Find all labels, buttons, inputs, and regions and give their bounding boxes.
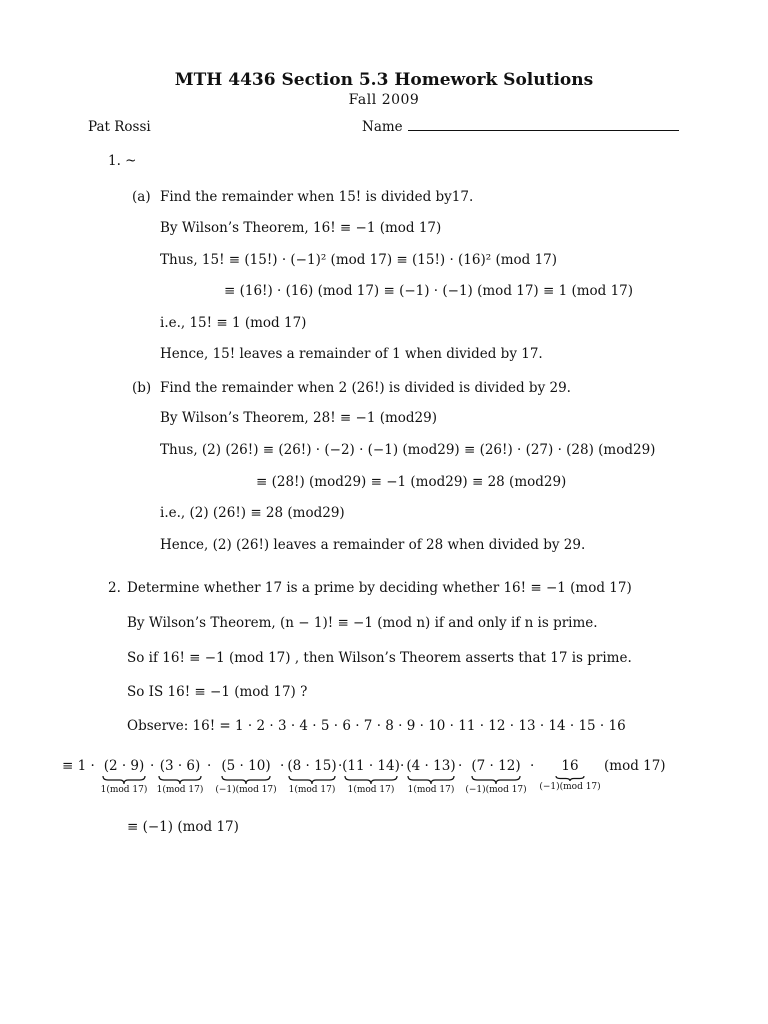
underbrace-icon	[471, 775, 521, 785]
underbrace-icon	[102, 775, 146, 785]
group-note: (−1)(mod 17)	[215, 785, 277, 795]
product-dot: ·	[530, 758, 535, 774]
page-title: MTH 4436 Section 5.3 Homework Solutions	[174, 70, 594, 90]
group-term: (11 · 14)	[342, 758, 400, 774]
group-term: 16	[561, 758, 579, 774]
group-term: (7 · 12)	[471, 758, 521, 774]
problem-1-number: 1. ~	[108, 153, 137, 169]
page-subtitle: Fall 2009	[348, 92, 420, 108]
group-note: (−1)(mod 17)	[465, 785, 527, 795]
product-group	[342, 757, 400, 796]
product-group	[536, 757, 604, 793]
product-group	[212, 757, 280, 796]
product-lead: ≡ 1 ·	[62, 758, 95, 774]
group-term: (5 · 10)	[221, 758, 271, 774]
problem-2-conclusion: ≡ (−1) (mod 17)	[127, 819, 239, 835]
problem-2-line-1: By Wilson’s Theorem, (n − 1)! ≡ −1 (mod n) if and only if n is prime.	[127, 615, 598, 631]
group-note: 1(mod 17)	[156, 785, 204, 795]
product-dot: ·	[458, 758, 463, 774]
group-term: (3 · 6)	[159, 758, 201, 774]
underbrace-icon	[221, 775, 271, 785]
problem-1b-label: (b)	[132, 380, 152, 396]
underbrace-icon	[555, 775, 585, 782]
group-note: (−1)(mod 17)	[539, 782, 601, 792]
underbrace-icon	[344, 775, 398, 785]
product-tail: (mod 17)	[604, 758, 666, 774]
author-name: Pat Rossi	[88, 119, 151, 135]
problem-2-question: Determine whether 17 is a prime by deciding whether 16! ≡ −1 (mod 17)	[127, 580, 632, 596]
problem-1b-line-1: By Wilson’s Theorem, 28! ≡ −1 (mod29)	[160, 410, 437, 426]
problem-1a-line-4: i.e., 15! ≡ 1 (mod 17)	[160, 315, 307, 331]
product-group	[404, 757, 458, 796]
product-dot: ·	[207, 758, 212, 774]
problem-1b-line-2: Thus, (2) (26!) ≡ (26!) · (−2) · (−1) (mod29) ≡ (26!) · (27) · (28) (mod29)	[160, 442, 656, 458]
product-group	[96, 757, 155, 796]
problem-1b-line-3: ≡ (28!) (mod29) ≡ −1 (mod29) ≡ 28 (mod29)	[256, 474, 567, 490]
product-dot: ·	[338, 758, 343, 774]
group-note: 1(mod 17)	[407, 785, 455, 795]
problem-2-line-4: Observe: 16! = 1 · 2 · 3 · 4 · 5 · 6 · 7 · 8 · 9 · 10 · 11 · 12 · 13 · 14 · 15 · 16	[127, 718, 626, 734]
problem-1a-line-3: ≡ (16!) · (16) (mod 17) ≡ (−1) · (−1) (mod 17) ≡ 1 (mod 17)	[224, 283, 634, 299]
product-dot: ·	[150, 758, 155, 774]
group-note: 1(mod 17)	[100, 785, 148, 795]
product-group	[156, 757, 204, 796]
name-label: Name	[362, 119, 403, 135]
problem-1a-line-2: Thus, 15! ≡ (15!) · (−1)² (mod 17) ≡ (15!) · (16)² (mod 17)	[160, 252, 558, 268]
problem-2-number: 2.	[108, 580, 121, 596]
name-line	[408, 130, 679, 131]
group-term: (4 · 13)	[406, 758, 456, 774]
underbrace-icon	[407, 775, 455, 785]
problem-1b-line-5: Hence, (2) (26!) leaves a remainder of 28 when divided by 29.	[160, 537, 586, 553]
underbrace-icon	[158, 775, 202, 785]
group-note: 1(mod 17)	[288, 785, 336, 795]
group-term: (2 · 9)	[103, 758, 145, 774]
product-group	[284, 757, 343, 796]
underbrace-icon	[288, 775, 336, 785]
group-note: 1(mod 17)	[347, 785, 395, 795]
product-dot: ·	[400, 758, 405, 774]
product-group	[462, 757, 530, 796]
problem-1b-line-4: i.e., (2) (26!) ≡ 28 (mod29)	[160, 505, 345, 521]
problem-1b-question: Find the remainder when 2 (26!) is divided is divided by 29.	[160, 380, 571, 396]
group-term: (8 · 15)	[287, 758, 337, 774]
problem-1a-question: Find the remainder when 15! is divided by17.	[160, 189, 474, 205]
problem-2-line-2: So if 16! ≡ −1 (mod 17) , then Wilson’s Theorem asserts that 17 is prime.	[127, 650, 632, 666]
problem-2-line-3: So IS 16! ≡ −1 (mod 17) ?	[127, 684, 308, 700]
problem-1a-line-5: Hence, 15! leaves a remainder of 1 when divided by 17.	[160, 346, 543, 362]
problem-1a-label: (a)	[132, 189, 151, 205]
product-dot: ·	[280, 758, 285, 774]
problem-1a-line-1: By Wilson’s Theorem, 16! ≡ −1 (mod 17)	[160, 220, 442, 236]
